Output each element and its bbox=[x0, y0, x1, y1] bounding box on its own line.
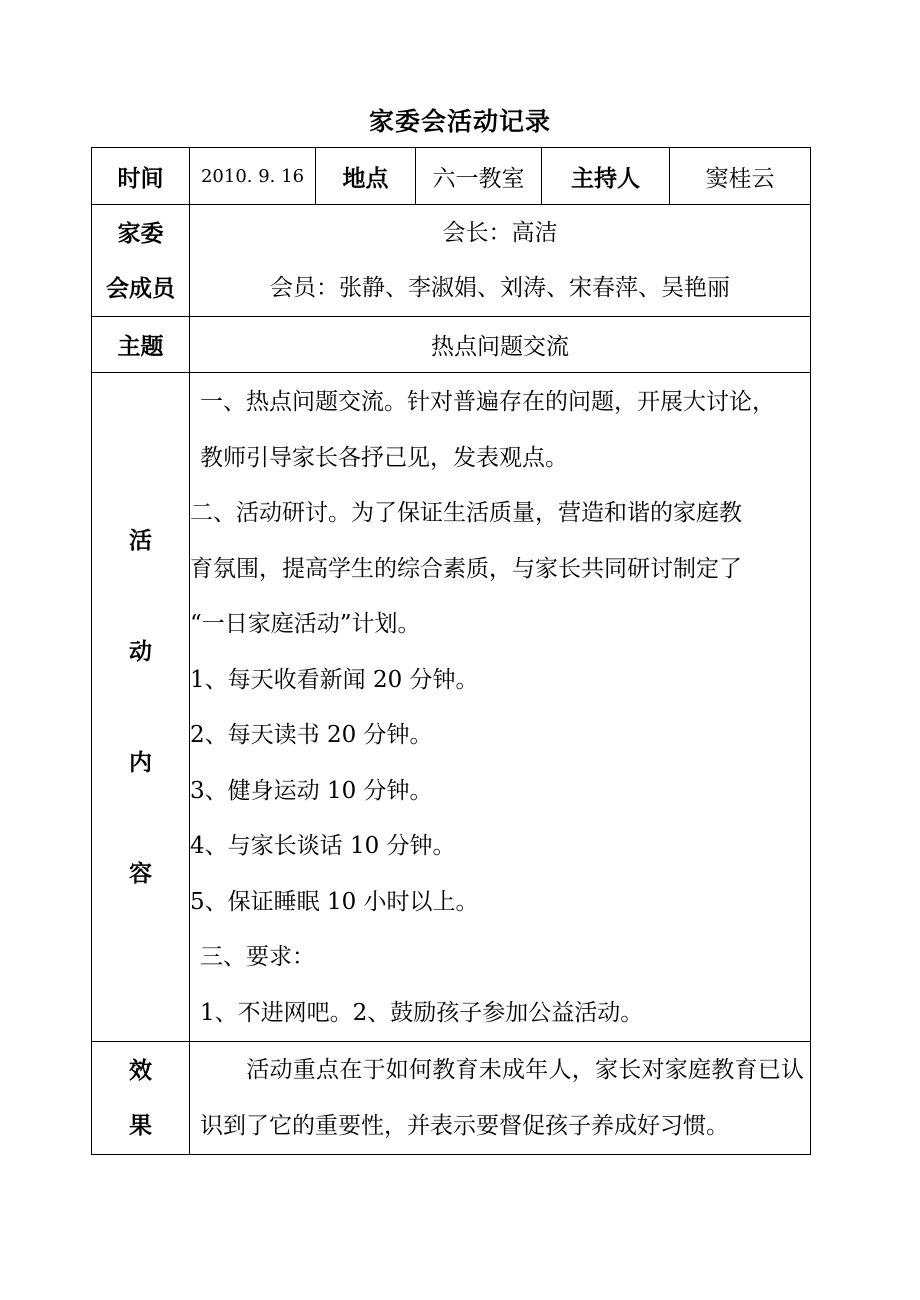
content-line: 二、活动研讨。为了保证生活质量，营造和谐的家庭教 bbox=[190, 500, 742, 526]
place-value: 六一教室 bbox=[416, 148, 542, 205]
members-row bbox=[92, 205, 811, 317]
activity-label bbox=[92, 373, 190, 1042]
members-label-line1: 家委 bbox=[117, 219, 164, 247]
content-line: 育氛围，提高学生的综合素质，与家长共同研讨制定了 bbox=[190, 555, 742, 582]
content-line: 一、热点问题交流。针对普遍存在的问题，开展大讨论， bbox=[200, 389, 775, 415]
page-title: 家委会活动记录 bbox=[368, 107, 551, 136]
content-line: 5、保证睡眠 10 小时以上。 bbox=[190, 888, 479, 915]
host-label: 主持人 bbox=[542, 148, 670, 205]
effect-text bbox=[190, 1042, 811, 1155]
members-label bbox=[92, 205, 190, 317]
content-line: 三、要求： bbox=[200, 944, 315, 970]
record-table bbox=[91, 147, 811, 1155]
members-value bbox=[190, 205, 811, 317]
time-label: 时间 bbox=[92, 148, 190, 205]
effect-label-char: 效 bbox=[129, 1057, 152, 1084]
activity-label-char: 活 bbox=[129, 527, 152, 554]
activity-content bbox=[190, 373, 811, 1042]
content-line: 4、与家长谈话 10 分钟。 bbox=[190, 833, 456, 859]
activity-label-char: 动 bbox=[129, 638, 152, 665]
activity-row bbox=[92, 373, 811, 1042]
members-label-line2: 会成员 bbox=[106, 274, 175, 302]
content-line: 教师引导家长各抒己见，发表观点。 bbox=[200, 444, 568, 471]
host-value: 窦桂云 bbox=[670, 148, 811, 205]
member-list-line: 会员：张静、李淑娟、刘涛、宋春萍、吴艳丽 bbox=[270, 274, 730, 301]
activity-label-char: 内 bbox=[129, 749, 152, 776]
content-line: “一日家庭活动”计划。 bbox=[190, 611, 421, 637]
effect-row bbox=[92, 1042, 811, 1155]
content-line: 3、健身运动 10 分钟。 bbox=[190, 777, 433, 804]
time-value: 2010. 9. 16 bbox=[190, 148, 316, 205]
theme-label: 主题 bbox=[92, 317, 190, 373]
activity-label-char: 容 bbox=[129, 860, 152, 887]
effect-body: 活动重点在于如何教育未成年人，家长对家庭教育已认识到了它的重要性，并表示要督促孩子养成好习惯。 bbox=[200, 1057, 804, 1139]
place-label: 地点 bbox=[316, 148, 416, 205]
content-line: 1、不进网吧。2、鼓励孩子参加公益活动。 bbox=[200, 999, 644, 1026]
effect-label bbox=[92, 1042, 190, 1155]
content-line: 1、每天收看新闻 20 分钟。 bbox=[190, 666, 479, 693]
theme-row bbox=[92, 317, 811, 373]
effect-label-char: 果 bbox=[129, 1112, 152, 1139]
president-line: 会长：高洁 bbox=[442, 219, 558, 246]
content-line: 2、每天读书 20 分钟。 bbox=[190, 722, 433, 748]
info-row bbox=[92, 148, 811, 205]
theme-value: 热点问题交流 bbox=[190, 317, 811, 373]
